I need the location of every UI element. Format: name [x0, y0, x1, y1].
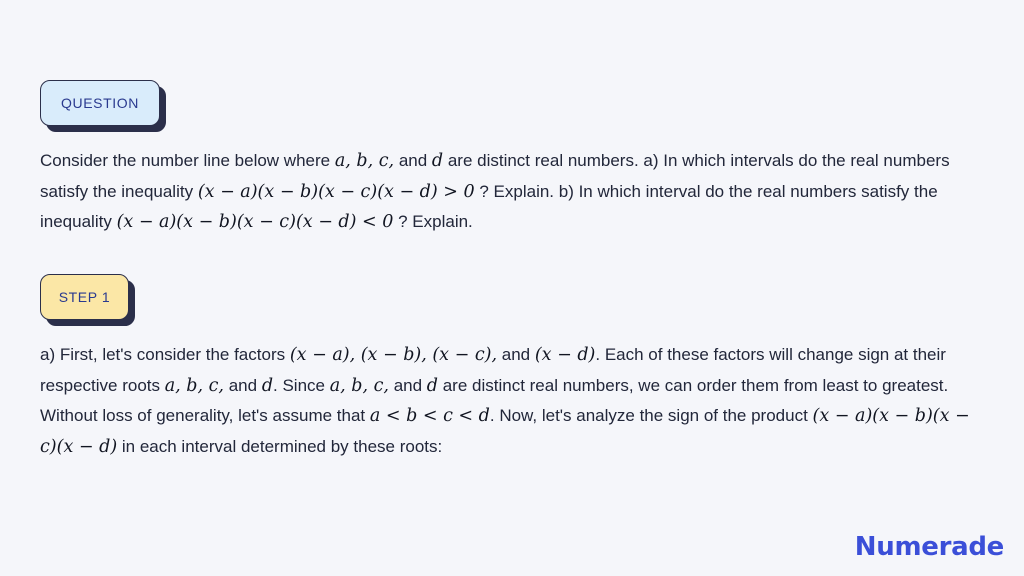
step-badge: STEP 1: [40, 274, 129, 320]
step-text: [40, 340, 990, 462]
question-math-3: (x − a)(x − b)(x − c)(x − d) > 0: [197, 181, 475, 202]
step-text-4: and: [224, 375, 262, 395]
step-math-4: d: [261, 375, 274, 396]
question-text-3: are distinct real numbers. a) In which intervals do the real numbers satisfy the inequality: [40, 151, 950, 201]
question-text-2: and: [394, 151, 432, 170]
question-math-1: a, b, c,: [334, 151, 395, 171]
numerade-logo[interactable]: Numerade: [854, 532, 1004, 562]
step-text-8: . Now, let's analyze the sign of the product: [489, 406, 813, 425]
step-math-5: a, b, c,: [329, 375, 389, 396]
step-text-6: and: [388, 375, 427, 395]
question-math-4: (x − a)(x − b)(x − c)(x − d) < 0: [116, 212, 394, 232]
question-math-2: d: [431, 151, 444, 171]
question-text: [40, 146, 990, 238]
question-text-1: Consider the number line below where: [40, 151, 335, 170]
step-text-2: and: [497, 345, 535, 364]
step-badge-container: [40, 274, 129, 320]
step-math-6: d: [426, 375, 438, 396]
question-badge: QUESTION: [40, 80, 160, 126]
step-math-7: a < b < c < d: [369, 406, 490, 426]
question-text-5: ? Explain.: [393, 212, 473, 231]
question-badge-container: [40, 80, 160, 126]
step-math-1: (x − a), (x − b), (x − c),: [289, 345, 498, 365]
question-text-4: ? Explain. b) In which interval do the real numbers satisfy the inequality: [40, 181, 938, 231]
step-text-1: a) First, let's consider the factors: [40, 345, 290, 364]
step-text-7: are distinct real numbers, we can order them from least to greatest. Without loss of generality, let's assume that: [40, 375, 949, 425]
step-math-8: (x − a)(x − b)(x − c)(x − d): [40, 406, 970, 457]
step-text-5: . Since: [273, 375, 330, 395]
step-text-9: in each interval determined by these roots:: [117, 436, 443, 456]
step-math-3: a, b, c,: [164, 375, 224, 396]
step-text-3: . Each of these factors will change sign at their respective roots: [40, 345, 946, 395]
step-math-2: (x − d): [534, 345, 596, 365]
